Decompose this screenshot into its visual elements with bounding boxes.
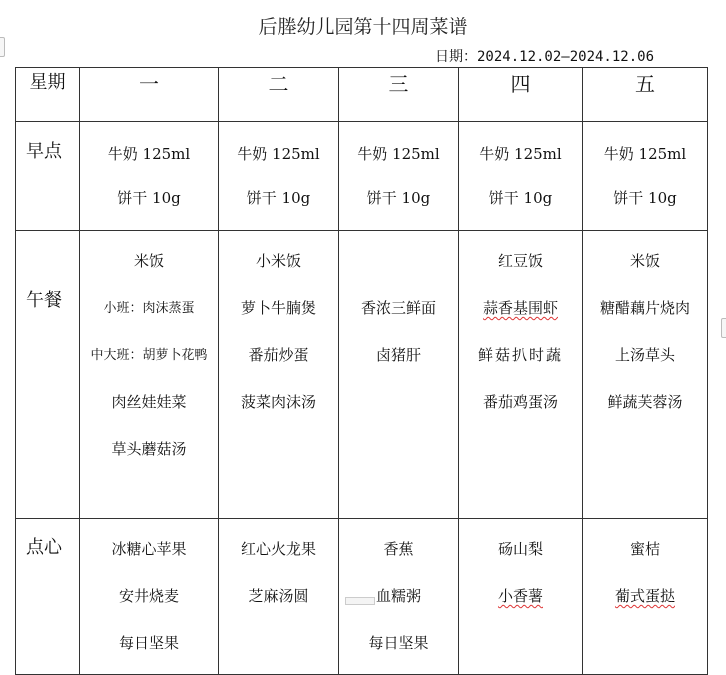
menu-item: 菠菜肉沫汤 bbox=[240, 393, 316, 411]
snack-row bbox=[16, 519, 708, 675]
menu-item bbox=[80, 285, 218, 332]
menu-item-text: 小班：肉沫蒸蛋 bbox=[103, 301, 195, 316]
menu-item: 血糯粥 bbox=[375, 587, 421, 605]
row-label-snack: 点心 bbox=[16, 519, 80, 675]
menu-item: 卤猪肝 bbox=[375, 346, 421, 364]
menu-item: 小香薯 bbox=[497, 587, 543, 605]
menu-item: 肉丝娃娃菜 bbox=[111, 393, 187, 411]
breakfast-row bbox=[16, 122, 708, 231]
snack-cell-mon bbox=[80, 519, 219, 675]
breakfast-cell-tue bbox=[219, 122, 339, 231]
menu-item: 糖醋藕片烧肉 bbox=[599, 299, 690, 317]
breakfast-cell-fri bbox=[583, 122, 708, 231]
row-label-lunch: 午餐 bbox=[16, 231, 80, 519]
lunch-cell-fri bbox=[583, 231, 708, 519]
snack-cell-fri bbox=[583, 519, 708, 675]
breakfast-cell-thu bbox=[459, 122, 583, 231]
left-margin-marker bbox=[0, 37, 5, 57]
menu-item: 牛奶 125ml bbox=[357, 145, 440, 163]
menu-item: 萝卜牛腩煲 bbox=[240, 299, 316, 317]
menu-item: 红心火龙果 bbox=[240, 540, 316, 558]
lunch-cell-thu bbox=[459, 231, 583, 519]
menu-item: 饼干 10g bbox=[488, 189, 553, 207]
day-header-wed: 三 bbox=[339, 68, 459, 122]
menu-item bbox=[339, 238, 458, 285]
snack-cell-wed bbox=[339, 519, 459, 675]
day-header-thu: 四 bbox=[459, 68, 583, 122]
menu-item: 红豆饭 bbox=[497, 252, 543, 270]
weekly-menu-table bbox=[15, 67, 708, 675]
date-range bbox=[435, 46, 654, 66]
menu-item: 蜜桔 bbox=[629, 540, 660, 558]
menu-item: 饼干 10g bbox=[366, 189, 431, 207]
menu-item: 香蕉 bbox=[383, 540, 414, 558]
menu-item: 冰糖心苹果 bbox=[111, 540, 187, 558]
menu-item: 牛奶 125ml bbox=[603, 145, 687, 163]
menu-item: 砀山梨 bbox=[497, 540, 543, 558]
menu-item: 葡式蛋挞 bbox=[614, 587, 675, 605]
menu-title: 后塍幼儿园第十四周菜谱 bbox=[258, 16, 468, 38]
menu-item: 饼干 10g bbox=[613, 189, 677, 207]
menu-item: 香浓三鲜面 bbox=[360, 299, 436, 317]
menu-item: 草头蘑菇汤 bbox=[111, 440, 187, 458]
menu-item: 饼干 10g bbox=[246, 189, 311, 207]
breakfast-cell-mon bbox=[80, 122, 219, 231]
snack-cell-tue bbox=[219, 519, 339, 675]
menu-item: 番茄炒蛋 bbox=[248, 346, 309, 364]
day-header-fri: 五 bbox=[583, 68, 708, 122]
menu-item: 牛奶 125ml bbox=[107, 145, 191, 163]
menu-item: 牛奶 125ml bbox=[237, 145, 320, 163]
menu-item: 小米饭 bbox=[255, 252, 301, 270]
menu-item: 鲜菇扒时蔬 bbox=[477, 346, 563, 364]
lunch-row bbox=[16, 231, 708, 519]
breakfast-cell-wed bbox=[339, 122, 459, 231]
menu-item: 米饭 bbox=[629, 252, 660, 270]
menu-item: 蒜香基围虾 bbox=[482, 299, 558, 317]
menu-item: 米饭 bbox=[133, 252, 164, 270]
lunch-cell-mon bbox=[80, 231, 219, 519]
right-margin-marker bbox=[721, 318, 726, 338]
menu-item bbox=[80, 332, 218, 379]
header-row bbox=[16, 68, 708, 122]
menu-item: 每日坚果 bbox=[118, 634, 179, 652]
date-value: 2024.12.02—2024.12.06 bbox=[477, 49, 655, 65]
weekday-header: 星期 bbox=[16, 68, 80, 122]
date-label: 日期： bbox=[435, 49, 477, 65]
menu-item-text: 中大班：胡萝卜花鸭 bbox=[90, 348, 208, 363]
lunch-cell-tue bbox=[219, 231, 339, 519]
menu-item: 每日坚果 bbox=[368, 634, 429, 652]
row-label-breakfast: 早点 bbox=[16, 122, 80, 231]
lunch-cell-wed bbox=[339, 231, 459, 519]
snack-cell-thu bbox=[459, 519, 583, 675]
menu-item: 安井烧麦 bbox=[118, 587, 179, 605]
menu-item: 饼干 10g bbox=[117, 189, 181, 207]
menu-item: 牛奶 125ml bbox=[479, 145, 562, 163]
menu-item: 鲜蔬芙蓉汤 bbox=[607, 393, 683, 411]
menu-item: 番茄鸡蛋汤 bbox=[482, 393, 558, 411]
menu-item: 上汤草头 bbox=[614, 346, 675, 364]
day-header-tue: 二 bbox=[219, 68, 339, 122]
menu-item: 芝麻汤圆 bbox=[248, 587, 309, 605]
day-header-mon: 一 bbox=[80, 68, 219, 122]
